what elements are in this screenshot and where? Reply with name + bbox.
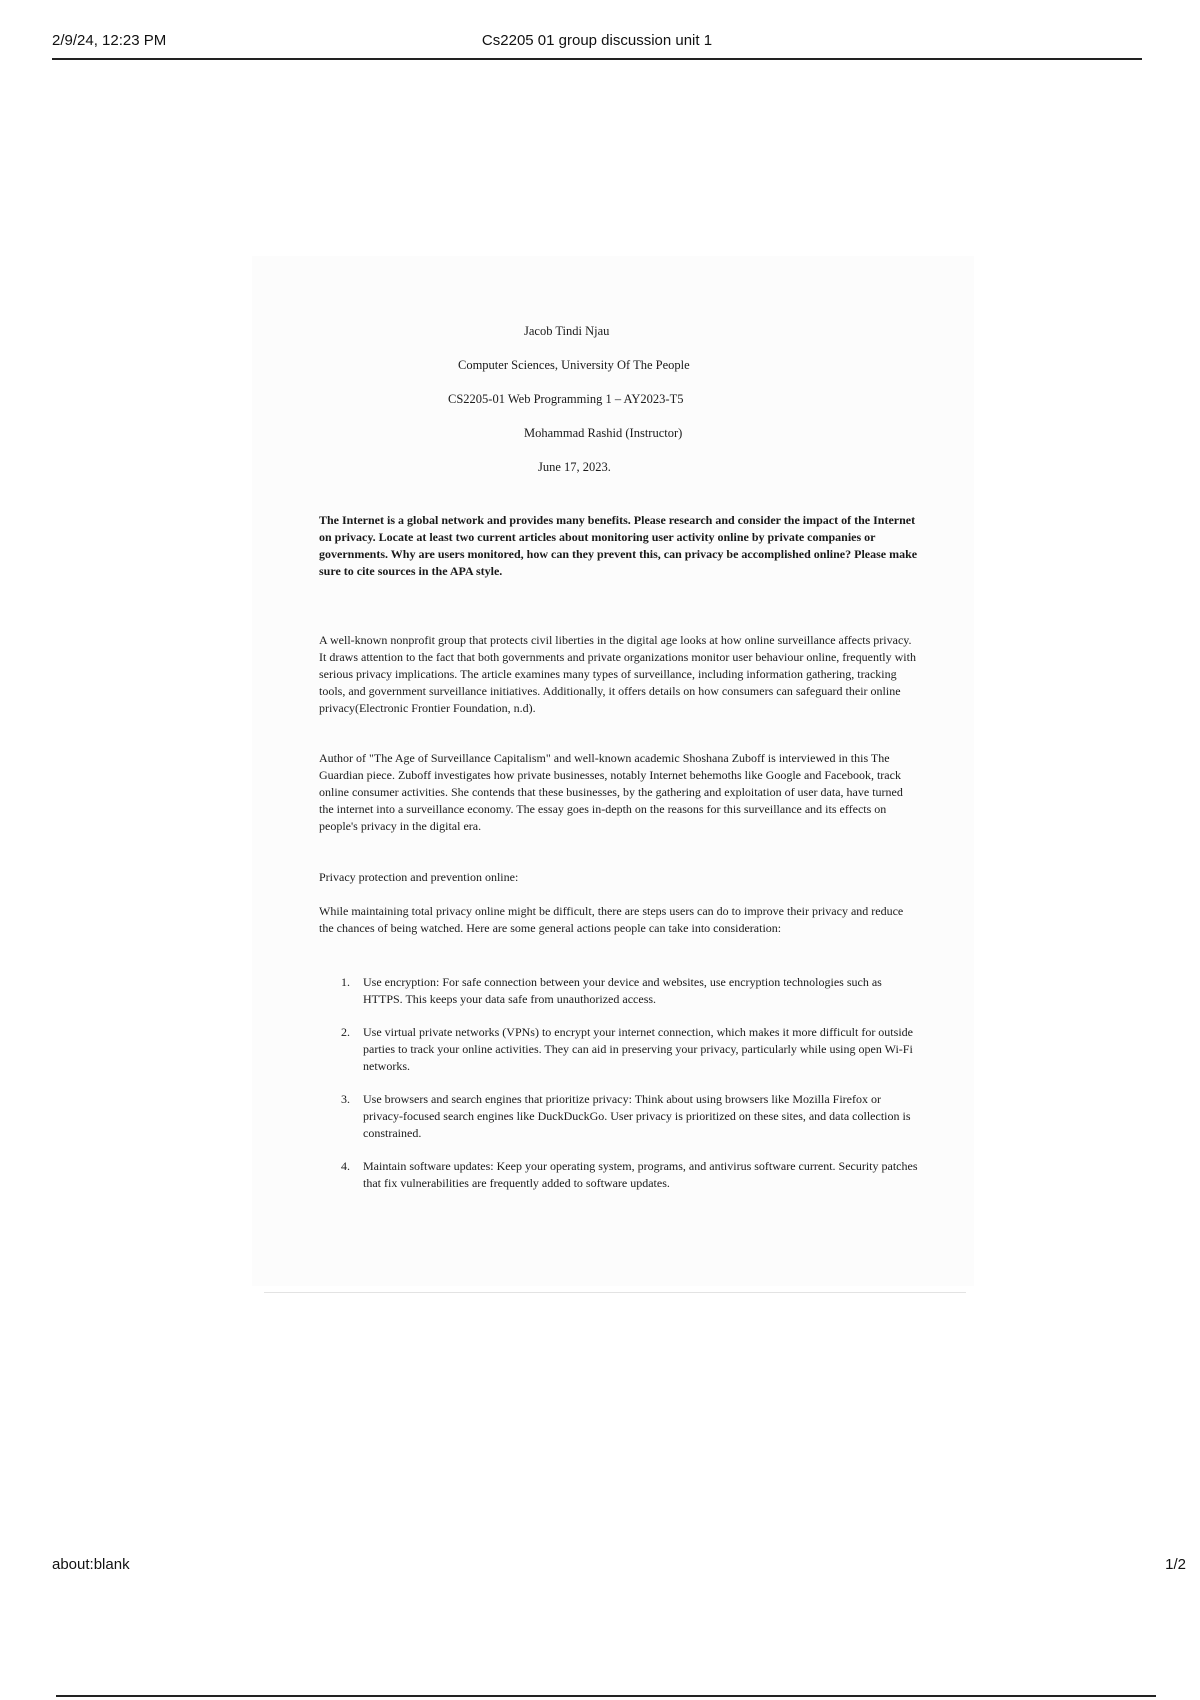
list-item-number: 2. bbox=[341, 1025, 350, 1039]
privacy-steps-list bbox=[319, 974, 919, 1208]
paragraph-4: While maintaining total privacy online might be difficult, there are steps users can do to improve their privacy and reduce the chances of being watched. Here are some general actions people can take into consideration: bbox=[319, 904, 904, 935]
print-title: Cs2205 01 group discussion unit 1 bbox=[481, 32, 713, 49]
list-item bbox=[319, 1158, 919, 1192]
list-item bbox=[319, 974, 919, 1008]
discussion-prompt: The Internet is a global network and provides many benefits. Please research and consider the impact of the Internet on privacy. Locate at least two current articles about monitoring user activity online by private companies or governments. Why are users monitored, how can they prevent this, can privacy be accomplished online? Please make sure to cite sources in the APA style. bbox=[319, 513, 918, 578]
list-item bbox=[319, 1091, 919, 1142]
course-name: CS2205-01 Web Programming 1 – AY2023-T5 bbox=[448, 392, 684, 406]
document-page bbox=[252, 256, 974, 1286]
page-divider bbox=[264, 1292, 966, 1293]
list-item bbox=[319, 1024, 919, 1075]
print-header bbox=[52, 28, 1142, 60]
print-page-number: 1/2 bbox=[1165, 1556, 1186, 1573]
department: Computer Sciences, University Of The People bbox=[458, 358, 690, 372]
list-item-number: 1. bbox=[341, 975, 350, 989]
list-item-text: Maintain software updates: Keep your operating system, programs, and antivirus software current. Security patches that fix vulnerabilities are frequently added to software updates. bbox=[363, 1159, 918, 1190]
instructor-name: Mohammad Rashid (Instructor) bbox=[524, 426, 683, 440]
print-url: about:blank bbox=[52, 1556, 130, 1573]
bottom-rule bbox=[56, 1695, 1156, 1697]
section-heading: Privacy protection and prevention online: bbox=[319, 870, 519, 884]
paragraph-1: A well-known nonprofit group that protects civil liberties in the digital age looks at how online surveillance affects privacy. It draws attention to the fact that both governments and private organizations monitor user behaviour online, frequently with serious privacy implications. The article examines many types of surveillance, including information gathering, tracking tools, and government surveillance initiatives. Additionally, it offers details on how consumers can safeguard their online privacy(Electronic Frontier Foundation, n.d). bbox=[319, 633, 916, 715]
list-item-number: 3. bbox=[341, 1092, 350, 1106]
list-item-text: Use encryption: For safe connection between your device and websites, use encryption technologies such as HTTPS. This keeps your data safe from unauthorized access. bbox=[363, 975, 882, 1006]
list-item-text: Use virtual private networks (VPNs) to encrypt your internet connection, which makes it more difficult for outside parties to track your online activities. They can aid in preserving your privacy, particularly while using open Wi-Fi networks. bbox=[363, 1025, 913, 1073]
author-name: Jacob Tindi Njau bbox=[524, 324, 610, 338]
paragraph-2: Author of "The Age of Surveillance Capitalism" and well-known academic Shoshana Zuboff is interviewed in this The Guardian piece. Zuboff investigates how private businesses, notably Internet behemoths like Google and Facebook, track online consumer activities. She contends that these businesses, by the gathering and exploitation of user data, have turned the internet into a surveillance economy. The essay goes in-depth on the reasons for this surveillance and its effects on people's privacy in the digital era. bbox=[319, 751, 903, 833]
document-date: June 17, 2023. bbox=[538, 460, 611, 474]
list-item-text: Use browsers and search engines that prioritize privacy: Think about using browsers like Mozilla Firefox or privacy-focused search engines like DuckDuckGo. User privacy is prioritized on these sites, and data collection is constrained. bbox=[363, 1092, 911, 1140]
list-item-number: 4. bbox=[341, 1159, 350, 1173]
print-date: 2/9/24, 12:23 PM bbox=[52, 32, 167, 49]
